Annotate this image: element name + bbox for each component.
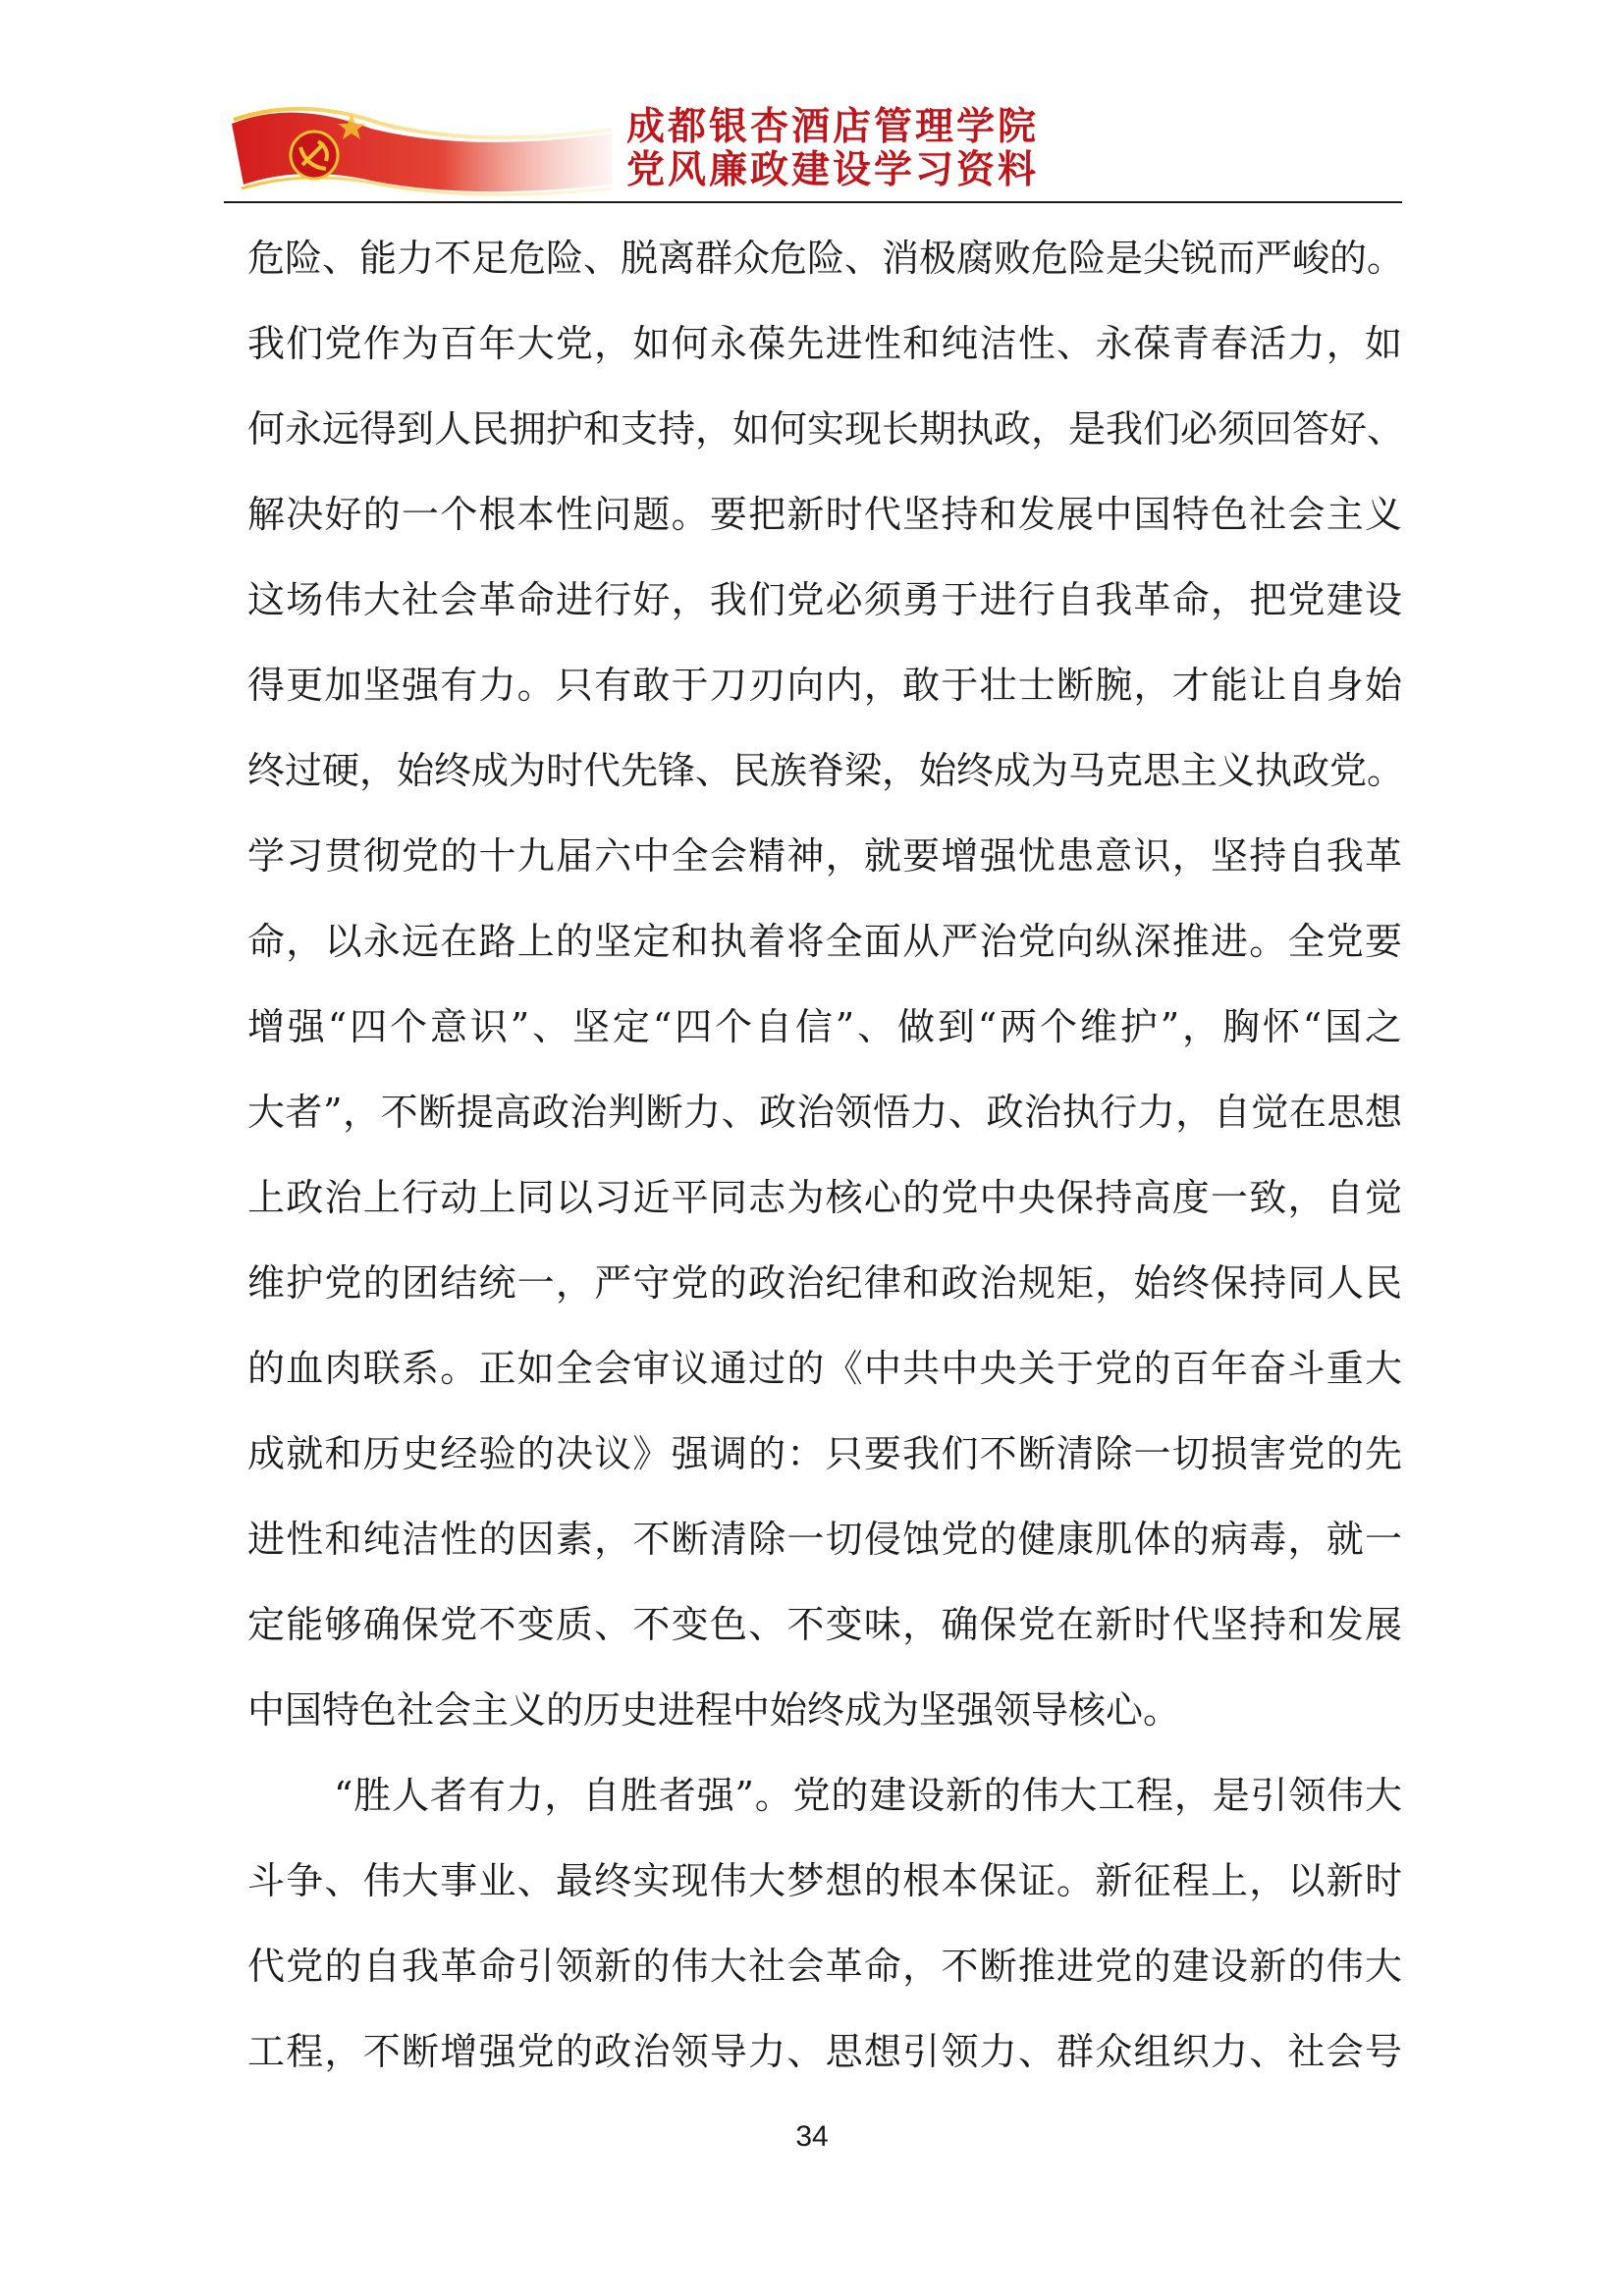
header-titles (626, 106, 1392, 192)
body-line: 维护党的团结统一，严守党的政治纪律和政治规矩，始终保持同人民 (247, 1261, 1402, 1305)
body-line: 学习贯彻党的十九届六中全会精神，就要增强忧患意识，坚持自我革 (247, 834, 1402, 878)
body-line: 工程，不断增强党的政治领导力、思想引领力、群众组织力、社会号 (247, 2030, 1402, 2073)
body-line: 这场伟大社会革命进行好，我们党必须勇于进行自我革命，把党建设 (247, 578, 1402, 621)
party-emblem-flag-icon (224, 94, 617, 202)
page-number: 34 (795, 2120, 829, 2153)
body-line: 定能够确保党不变质、不变色、不变味，确保党在新时代坚持和发展 (247, 1603, 1402, 1646)
body-line: 增强“四个意识”、坚定“四个自信”、做到“两个维护”，胸怀“国之 (247, 1005, 1402, 1048)
header-title-school: 成都银杏酒店管理学院 (626, 105, 1040, 149)
body-line: 何永远得到人民拥护和支持，如何实现长期执政，是我们必须回答好、 (247, 407, 1405, 451)
body-line: 危险、能力不足危险、脱离群众危险、消极腐败危险是尖锐而严峻的。 (247, 237, 1405, 280)
body-line: 命，以永远在路上的坚定和执着将全面从严治党向纵深推进。全党要 (247, 920, 1402, 963)
body-line: 得更加坚强有力。只有敢于刀刃向内，敢于壮士断腕，才能让自身始 (247, 664, 1402, 707)
body-line: 终过硬，始终成为时代先锋、民族脊梁，始终成为马克思主义执政党。 (247, 749, 1405, 792)
body-line: 解决好的一个根本性问题。要把新时代坚持和发展中国特色社会主义 (247, 493, 1402, 536)
body-line-paragraph-end: 中国特色社会主义的历史进程中始终成为坚强领导核心。 (247, 1688, 1181, 1732)
body-line: 的血肉联系。正如全会审议通过的《中共中央关于党的百年奋斗重大 (247, 1347, 1402, 1390)
header-divider (224, 201, 1402, 203)
body-line: 斗争、伟大事业、最终实现伟大梦想的根本保证。新征程上，以新时 (247, 1859, 1402, 1902)
document-body (247, 216, 1405, 2095)
page-header (224, 94, 1402, 202)
header-title-subject: 党风廉政建设学习资料 (626, 148, 1040, 192)
body-line: 代党的自我革命引领新的伟大社会革命，不断推进党的建设新的伟大 (247, 1945, 1402, 1988)
body-line: 我们党作为百年大党，如何永葆先进性和纯洁性、永葆青春活力，如 (247, 322, 1402, 365)
body-line: 成就和历史经验的决议》强调的：只要我们不断清除一切损害党的先 (247, 1432, 1402, 1475)
body-line-paragraph-start: “胜人者有力，自胜者强”。党的建设新的伟大工程，是引领伟大 (334, 1774, 1402, 1817)
body-line: 上政治上行动上同以习近平同志为核心的党中央保持高度一致，自觉 (247, 1176, 1402, 1219)
body-line: 进性和纯洁性的因素，不断清除一切侵蚀党的健康肌体的病毒，就一 (247, 1518, 1402, 1561)
body-line: 大者”，不断提高政治判断力、政治领悟力、政治执行力，自觉在思想 (247, 1091, 1402, 1134)
